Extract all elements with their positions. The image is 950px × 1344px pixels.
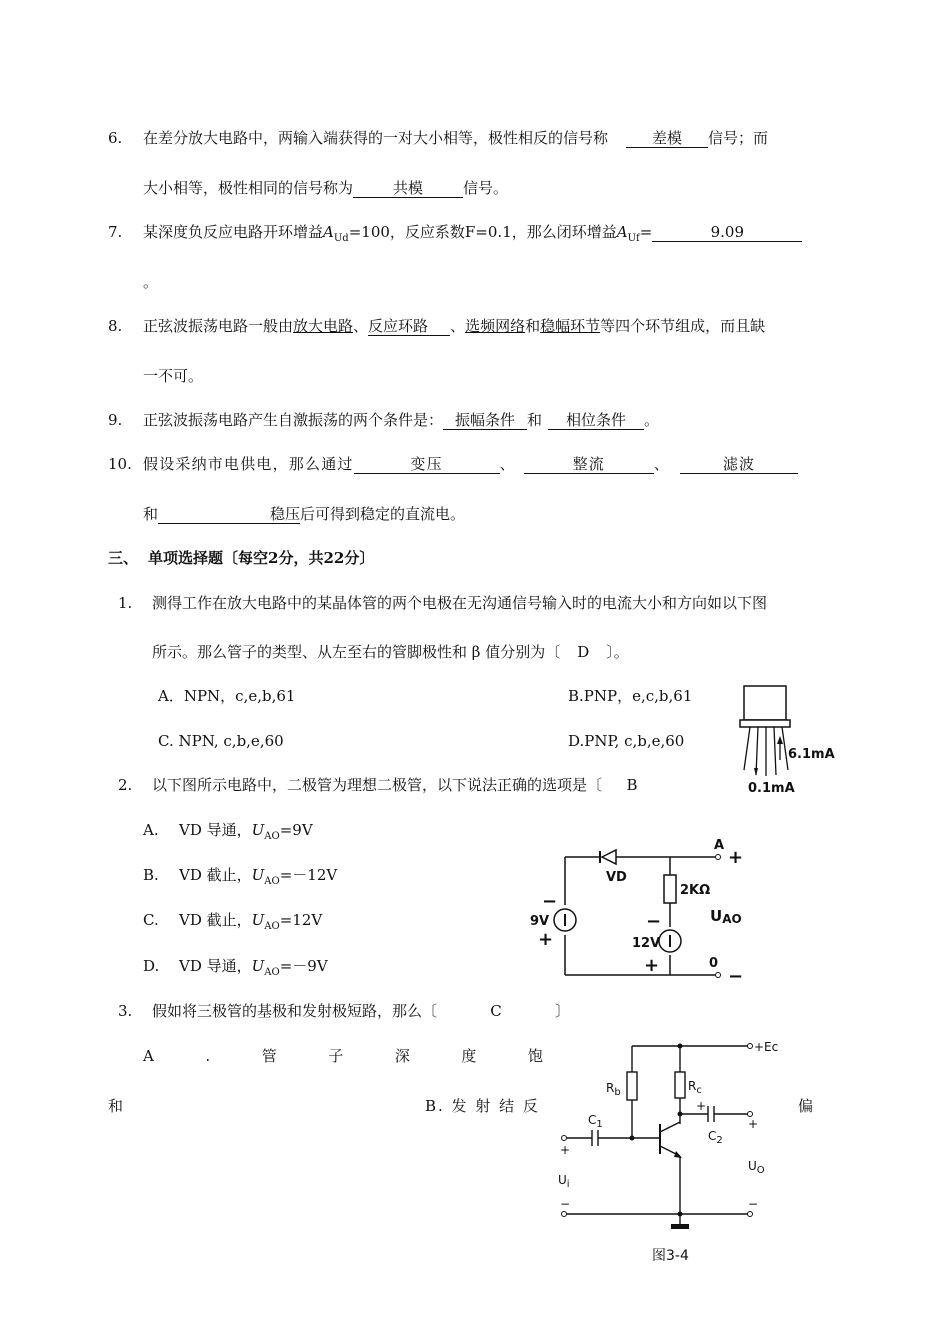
ground-icon: [671, 1224, 689, 1229]
q9-answer-2: 相位条件: [548, 411, 644, 430]
label-2-sub: 2: [716, 1135, 723, 1146]
label-r: R: [606, 1081, 615, 1095]
label-rb: [606, 1081, 621, 1098]
label-uao: [710, 907, 742, 926]
arrow-down-icon: [754, 768, 758, 776]
option-symbol: U: [251, 866, 265, 884]
transistor-figure: [728, 680, 838, 798]
label-c-sub: c: [696, 1085, 702, 1096]
q10-answer-3: 滤波: [680, 455, 798, 474]
label-minus-left: −: [542, 891, 558, 912]
q10-sep-2: 、: [653, 455, 671, 473]
mc1-answer: D: [577, 643, 590, 661]
amplifier-circuit-figure: [552, 1032, 782, 1272]
q8-text: 正弦波振荡电路一般由: [143, 317, 294, 335]
q10-sep-1: 、: [499, 455, 516, 473]
option-sub: AO: [264, 831, 280, 842]
q8-sep-1: 、: [353, 317, 369, 335]
mc2-line: [152, 775, 662, 795]
section-3-heading: [108, 548, 374, 568]
pin-right-inner: [774, 727, 776, 775]
mc3-answer: C: [490, 1002, 502, 1020]
q6-answer-2: 共模: [353, 179, 463, 198]
current-label-1: 6.1mA: [788, 747, 835, 762]
label-plus-in: +: [560, 1143, 571, 1157]
option-a-char: .: [205, 1047, 211, 1065]
option-value: =9V: [279, 821, 313, 839]
label-plus-out: +: [748, 1117, 759, 1131]
mc2-option-a: [143, 820, 313, 847]
label-o-sub: O: [756, 1165, 765, 1176]
mc3-option-a: [143, 1046, 543, 1066]
q8-answer-1: 放大电路: [293, 317, 354, 335]
mc2-option-d: [143, 956, 328, 983]
transistor-body: [744, 686, 786, 720]
q10-line1: [143, 454, 798, 474]
diode-icon: [602, 850, 616, 864]
option-value: =12V: [279, 911, 323, 929]
emitter-arrow-icon: [674, 1151, 682, 1158]
arrow-up-icon: [777, 736, 783, 744]
diode-circuit-figure: [520, 835, 760, 985]
resistor-rb: [627, 1072, 637, 1100]
terminal-a: [716, 855, 721, 860]
option-sub: AO: [264, 921, 280, 932]
label-minus-out: −: [748, 1197, 759, 1211]
label-minus-mid: −: [646, 911, 662, 932]
label-minus-in: −: [560, 1197, 571, 1211]
q8-answer-4: 稳幅环节: [540, 317, 601, 335]
label-ui: [558, 1173, 570, 1190]
q8-text-b: 等四个环节组成，而且缺: [600, 317, 766, 335]
q6-line2: [143, 178, 508, 198]
terminal-o: [716, 973, 721, 978]
mc1-option-d: D.PNP, c,b,e,60: [568, 732, 685, 750]
label-c: C: [588, 1113, 597, 1127]
option-letter: C.: [143, 911, 159, 929]
transistor-rim: [740, 720, 790, 727]
label-u: U: [710, 907, 723, 925]
label-i-sub: i: [566, 1179, 570, 1190]
q7-text-b: =100，反应系数F=0.1，那么闭环增益: [348, 223, 617, 241]
q7-equals: =: [639, 223, 653, 241]
q10-text: 假设采纳市电供电，那么通过: [143, 455, 354, 473]
resistor-rc: [675, 1072, 685, 1098]
option-a-char: 子: [328, 1047, 344, 1065]
terminal: [748, 1212, 753, 1217]
q6-text: 在差分放大电路中，两输入端获得的一对大小相等，极性相反的信号称: [143, 129, 609, 147]
pin-left-inner: [756, 727, 758, 775]
label-u: U: [558, 1173, 567, 1187]
q7-end: 。: [143, 273, 159, 291]
q8-line2: 一不可。: [143, 367, 204, 385]
mc3-text: 假如将三极管的基极和发射极短路，那么〔: [152, 1002, 438, 1020]
label-c1: [588, 1113, 603, 1130]
label-ec: +Ec: [754, 1040, 779, 1054]
q9-text: 正弦波振荡电路产生自激振荡的两个条件是：: [143, 411, 444, 429]
label-c: C: [708, 1129, 717, 1143]
mc3-close: 〕: [555, 1002, 571, 1020]
option-a-char: 度: [461, 1047, 477, 1065]
label-ao-sub: AO: [722, 912, 742, 926]
q10-text-c: 后可得到稳定的直流电。: [300, 505, 466, 523]
label-9v: 9V: [530, 914, 550, 929]
current-label-2: 0.1mA: [748, 781, 795, 796]
option-a-char: 管: [261, 1047, 277, 1065]
q9-number: 9.: [108, 411, 123, 429]
q8-number: 8.: [108, 317, 123, 335]
label-u: U: [748, 1159, 757, 1173]
option-text: VD 截止，: [179, 911, 252, 929]
q7-text: 某深度负反应电路开环增益: [143, 223, 324, 241]
q8-answer-2: 反应环路: [368, 317, 450, 336]
label-o: 0: [709, 956, 719, 971]
q7-line1: [143, 222, 802, 249]
mc3-line2-start: 和: [108, 1097, 124, 1115]
mc1-text: 所示。那么管子的类型、从左至右的管脚极性和 β 值分别为〔: [152, 643, 561, 661]
option-a-char: 深: [394, 1047, 410, 1065]
resistor: [664, 875, 676, 903]
mc3-number: 3.: [118, 1002, 133, 1020]
q9-sep: 和: [527, 411, 543, 429]
q8-answer-3: 选频网络: [465, 317, 526, 335]
option-symbol: U: [251, 821, 265, 839]
option-a-char: 饱: [527, 1047, 543, 1065]
mc2-text: 以下图所示电路中，二极管为理想二极管，以下说法正确的选项是〔: [152, 776, 603, 794]
q6-answer-1: 差模: [626, 129, 708, 148]
mc2-option-b: [143, 865, 337, 892]
label-uo: [748, 1159, 765, 1176]
figure-caption: 图3-4: [652, 1248, 689, 1264]
junction-dot: [630, 1136, 635, 1141]
mc1-option-c: C. NPN, c,b,e,60: [158, 732, 284, 750]
q10-number: 10.: [108, 455, 132, 473]
q7-answer: 9.09: [652, 223, 802, 242]
option-text: VD 导通，: [179, 957, 252, 975]
mc2-number: 2.: [118, 776, 133, 794]
label-plus-left: +: [538, 929, 554, 950]
junction-dot: [678, 1112, 683, 1117]
option-sub: AO: [264, 967, 280, 978]
q6-text-b: 信号；而: [708, 129, 769, 147]
mc3-line: [152, 1001, 570, 1021]
option-value: =－9V: [279, 957, 328, 975]
label-b-sub: b: [614, 1087, 621, 1098]
option-letter: D.: [143, 957, 160, 975]
section-title: 单项选择题〔每空2分，共22分〕: [148, 549, 375, 567]
q9-answer-1: 振幅条件: [443, 411, 527, 430]
option-text: VD 截止，: [179, 866, 252, 884]
terminal: [748, 1044, 753, 1049]
mc1-option-b: B.PNP，e,c,b,61: [568, 687, 693, 705]
label-c2: [708, 1129, 723, 1146]
label-r: R: [688, 1079, 697, 1093]
option-symbol: U: [251, 911, 265, 929]
q9-line: [143, 410, 659, 430]
label-12v: 12V: [632, 936, 661, 951]
mc3-line2-end: 偏: [798, 1097, 814, 1115]
option-text: VD 导通，: [179, 821, 252, 839]
terminal: [562, 1136, 567, 1141]
label-rc: [688, 1079, 702, 1096]
option-symbol: U: [251, 957, 265, 975]
option-sub: AO: [264, 876, 280, 887]
label-1-sub: 1: [596, 1119, 603, 1130]
section-number: 三、: [108, 549, 139, 567]
label-minus-bot: −: [728, 966, 744, 985]
mc1-close: 〕。: [606, 643, 629, 661]
q7-number: 7.: [108, 223, 123, 241]
q7-gain-sub: Ud: [333, 233, 349, 244]
label-vd: VD: [606, 870, 627, 885]
q10-answer-4: 稳压: [158, 505, 300, 524]
q8-sep-2: 、: [450, 317, 466, 335]
pin-left: [744, 727, 750, 770]
transistor-collector: [660, 1122, 680, 1132]
q7-closed-symbol: A: [616, 223, 628, 241]
q9-end: 。: [644, 411, 660, 429]
q7-closed-sub: Uf: [627, 233, 640, 244]
mc2-answer: B: [626, 776, 638, 794]
q6-text-d: 信号。: [463, 179, 509, 197]
option-letter: A.: [143, 821, 159, 839]
q7-gain-symbol: A: [323, 223, 334, 241]
option-value: =－12V: [279, 866, 338, 884]
label-plus-top: +: [728, 847, 744, 868]
junction-dot: [678, 1212, 683, 1217]
option-a-char: A: [143, 1047, 154, 1065]
q10-answer-2: 整流: [524, 455, 654, 474]
terminal: [562, 1212, 567, 1217]
q10-line2: [143, 504, 465, 524]
terminal: [748, 1112, 753, 1117]
q8-sep-3: 和: [525, 317, 541, 335]
q8-line1: [143, 316, 765, 336]
mc3-option-b: B. 发 射 结 反: [425, 1097, 540, 1115]
mc1-line2: [152, 642, 629, 662]
mc1-line1: 测得工作在放大电路中的某晶体管的两个电极在无沟通信号输入时的电流大小和方向如以下图: [152, 594, 768, 612]
label-plus-c2: +: [696, 1099, 707, 1113]
label-a: A: [714, 838, 725, 853]
q6-line1: [143, 128, 768, 148]
label-plus-mid: +: [644, 955, 660, 976]
q10-answer-1: 变压: [354, 455, 500, 474]
mc2-option-c: [143, 910, 322, 937]
label-resistor: 2KΩ: [680, 883, 711, 898]
q6-number: 6.: [108, 129, 123, 147]
q10-text-b: 和: [143, 505, 159, 523]
mc1-option-a: A．NPN，c,e,b,61: [158, 687, 296, 705]
junction-dot: [678, 1044, 683, 1049]
q6-text-c: 大小相等，极性相同的信号称为: [143, 179, 354, 197]
mc1-number: 1.: [118, 594, 133, 612]
option-letter: B.: [143, 866, 159, 884]
